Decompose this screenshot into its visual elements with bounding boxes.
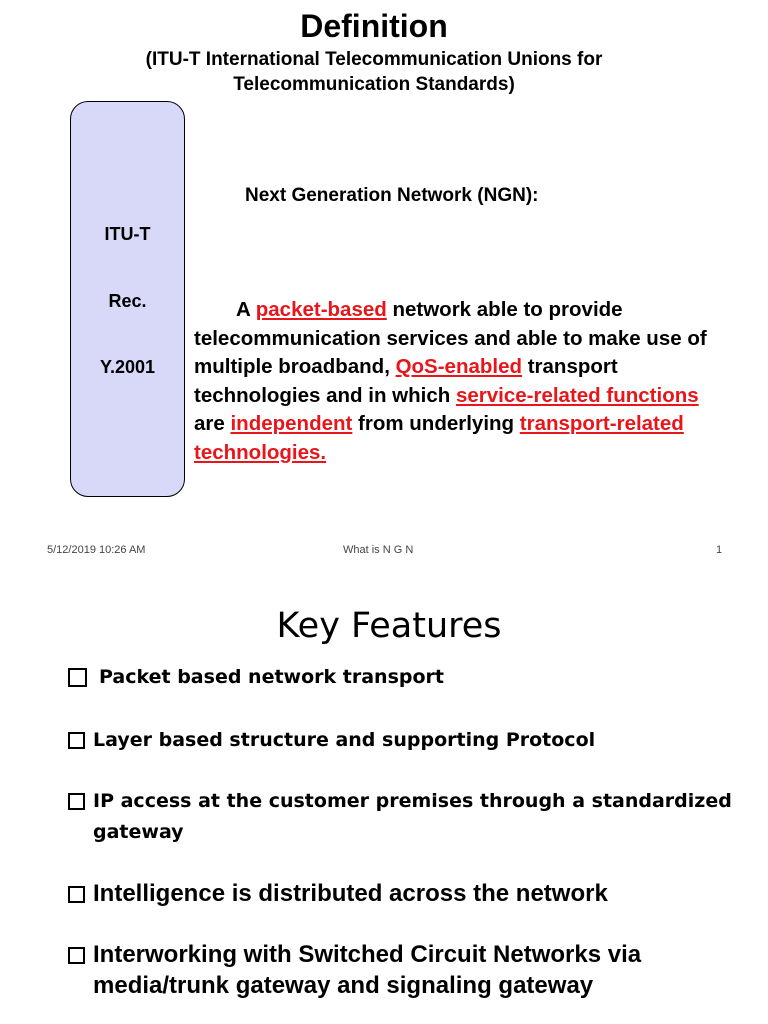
feature-item: [68, 786, 732, 848]
ngn-heading: Next Generation Network (NGN):: [245, 185, 539, 206]
feature-text: Layer based structure and supporting Protocol: [93, 729, 596, 751]
footer-title: What is N G N: [343, 544, 414, 556]
subtitle-line-1: (ITU-T International Telecommunication Unions for: [145, 49, 603, 70]
highlight-qos-enabled: QoS-enabled: [395, 355, 523, 378]
box-line-y2001: Y.2001: [99, 357, 156, 377]
footer-date: 5/12/2019 10:26 AM: [47, 544, 146, 556]
feature-text-line-1: IP access at the customer premises through a standardized: [93, 790, 732, 812]
checkbox-bullet-icon: [68, 668, 87, 687]
checkbox-bullet-icon: [68, 886, 85, 903]
feature-text: [93, 939, 641, 1001]
feature-text: Packet based network transport: [99, 666, 444, 688]
feature-item: [68, 878, 608, 909]
slide-subtitle: [0, 47, 748, 97]
footer-page-number: 1: [716, 544, 723, 556]
definition-text-1: A: [236, 298, 256, 321]
feature-text: [93, 786, 732, 848]
checkbox-bullet-icon: [68, 947, 85, 964]
definition-text-3: transport technologies and in which: [194, 355, 618, 407]
definition-text-5: from underlying: [352, 412, 520, 435]
feature-text-line-1: Interworking with Switched Circuit Networks via: [93, 941, 642, 968]
definition-text-4: are: [194, 412, 231, 435]
definition-text-2: network able to provide telecommunication services and able to make use of multiple broadband,: [194, 298, 707, 378]
highlight-packet-based: packet-based: [255, 298, 387, 321]
checkbox-bullet-icon: [68, 793, 85, 810]
highlight-service-related-functions: service-related functions: [455, 383, 699, 407]
feature-text-line-2: gateway: [93, 821, 184, 843]
ngn-definition-paragraph: [194, 296, 734, 467]
subtitle-line-2: Telecommunication Standards): [233, 74, 515, 95]
slide-title-key-features: Key Features: [276, 606, 502, 646]
slide-title-definition: Definition: [300, 8, 448, 44]
feature-item: [68, 725, 595, 756]
box-line-itu-t: ITU-T: [104, 224, 151, 244]
checkbox-bullet-icon: [68, 732, 85, 749]
feature-item: [68, 939, 641, 1001]
highlight-independent: independent: [230, 412, 353, 435]
box-line-rec: Rec.: [108, 291, 147, 311]
feature-item: [68, 662, 444, 693]
feature-text: Intelligence is distributed across the network: [93, 880, 608, 907]
feature-text-line-2: media/trunk gateway and signaling gateway: [93, 972, 594, 999]
highlight-transport-related-technologies: transport-related technologies.: [194, 412, 684, 464]
